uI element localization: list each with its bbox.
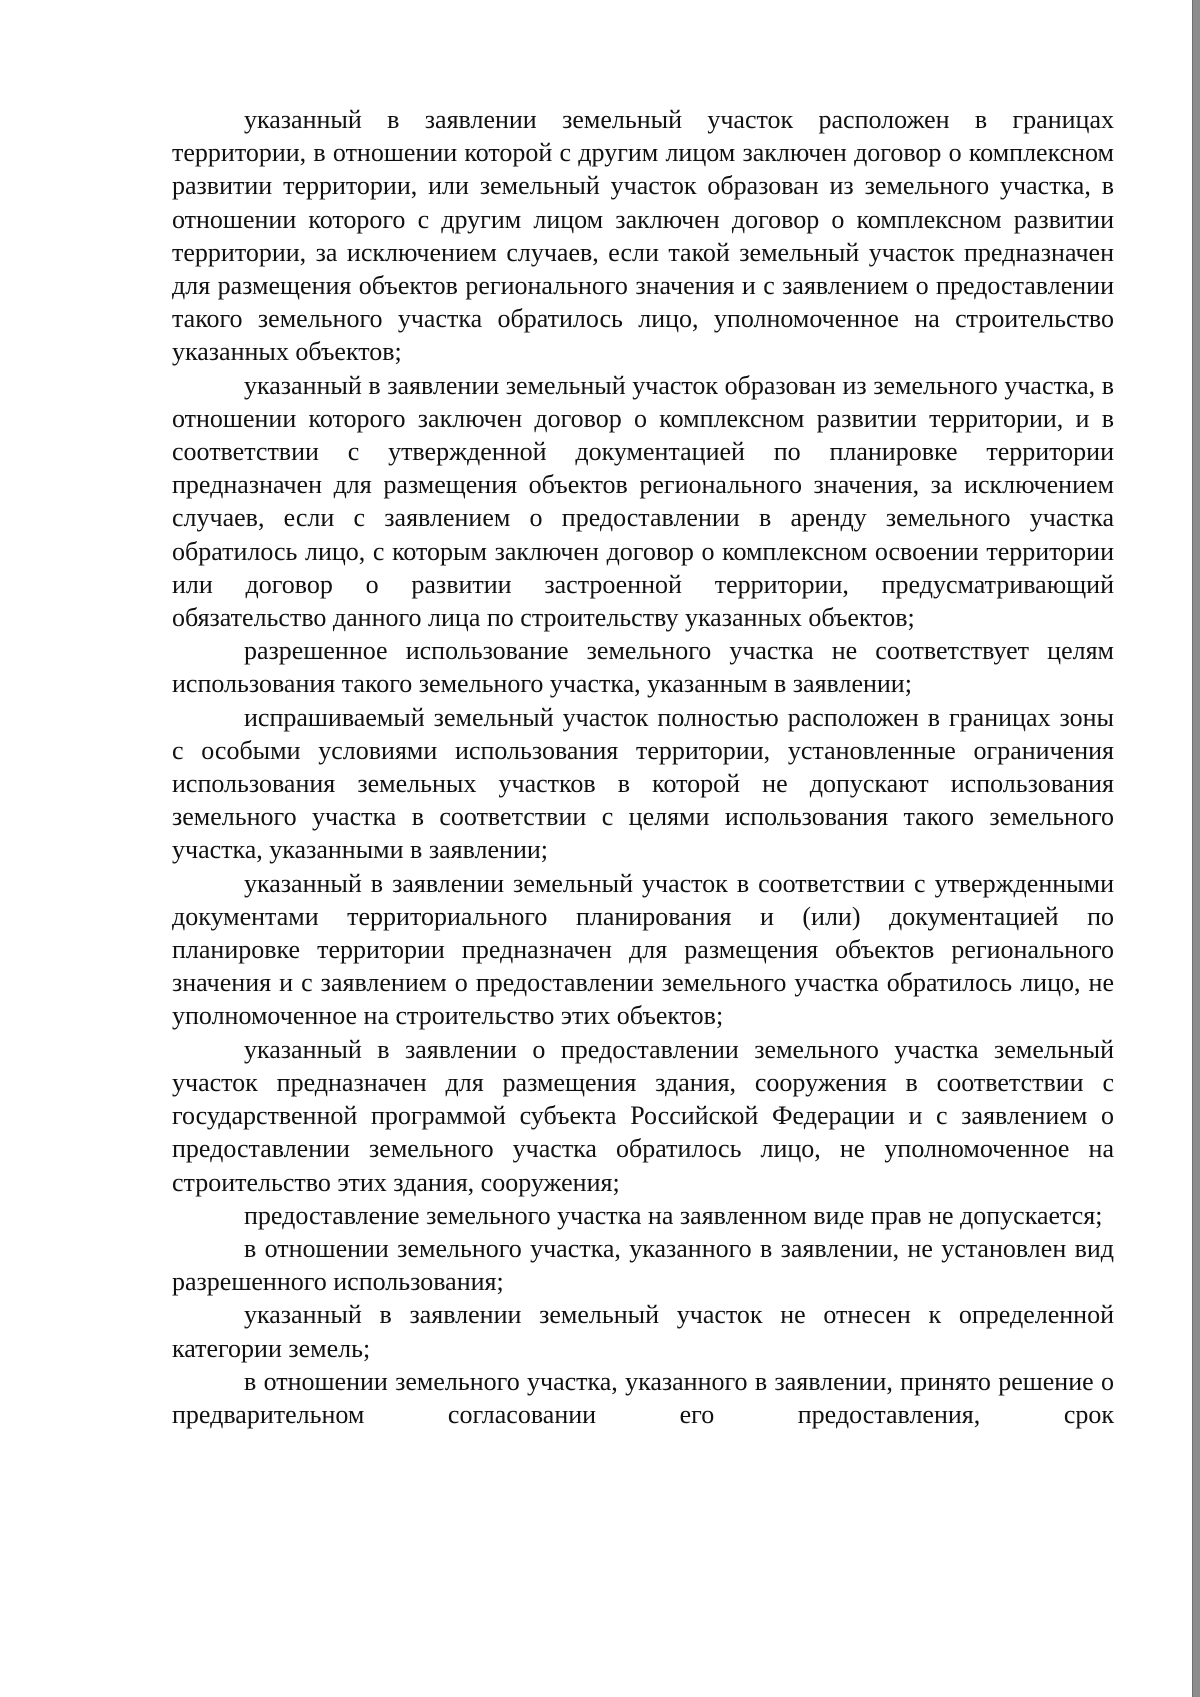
- paragraph: предоставление земельного участка на заявленном виде прав не допускается;: [244, 1200, 1103, 1230]
- paragraph: указанный в заявлении земельный участок в соответствии с утвержденными документами территориального планирования и (или) документацией по планировке территории предназначен для размещения объектов регионального значения и с заявлением о предоставлении земельного участка обратилось лицо, не уполномоченное на строительство этих объектов;: [172, 868, 1114, 1031]
- paragraph: указанный в заявлении земельный участок расположен в границах территории, в отношении которой с другим лицом заключен договор о комплексном развитии территории, или земельный участок образован из земельного участка, в отношении которого с другим лицом заключен договор о комплексном развитии территории, за исключением случаев, если такой земельный участок предназначен для размещения объектов регионального значения и с заявлением о предоставлении такого земельного участка обратилось лицо, уполномоченное на строительство указанных объектов;: [172, 105, 1114, 367]
- document-body: [172, 103, 1114, 1431]
- paragraph: указанный в заявлении земельный участок образован из земельного участка, в отношении которого заключен договор о комплексном развитии территории, и в соответствии с утвержденной документацией по планировке территории предназначен для размещения объектов регионального значения, за исключением случаев, если с заявлением о предоставлении в аренду земельного участка обратилось лицо, с которым заключен договор о комплексном освоении территории или договор о развитии застроенной территории, предусматривающий обязательство данного лица по строительству указанных объектов;: [172, 370, 1114, 633]
- paragraph: указанный в заявлении земельный участок не отнесен к определенной категории земель;: [172, 1300, 1114, 1363]
- paragraph: разрешенное использование земельного участка не соответствует целям использования такого земельного участка, указанным в заявлении;: [172, 636, 1114, 699]
- paragraph: испрашиваемый земельный участок полностью расположен в границах зоны с особыми условиями использования территории, установленные ограничения использования земельных участков в которой не допускают использования земельного участка в соответствии с целями использования такого земельного участка, указанными в заявлении;: [172, 702, 1114, 865]
- paragraph: в отношении земельного участка, указанного в заявлении, не установлен вид разрешенного использования;: [172, 1233, 1114, 1297]
- paragraph-last: в отношении земельного участка, указанного в заявлении, принято решение о предварительном согласовании его предоставления, срок: [172, 1366, 1114, 1429]
- paragraph: указанный в заявлении о предоставлении земельного участка земельный участок предназначен для размещения здания, сооружения в соответствии с государственной программой субъекта Российской Федерации и с заявлением о предоставлении земельного участка обратилось лицо, не уполномоченное на строительство этих здания, сооружения;: [172, 1034, 1114, 1197]
